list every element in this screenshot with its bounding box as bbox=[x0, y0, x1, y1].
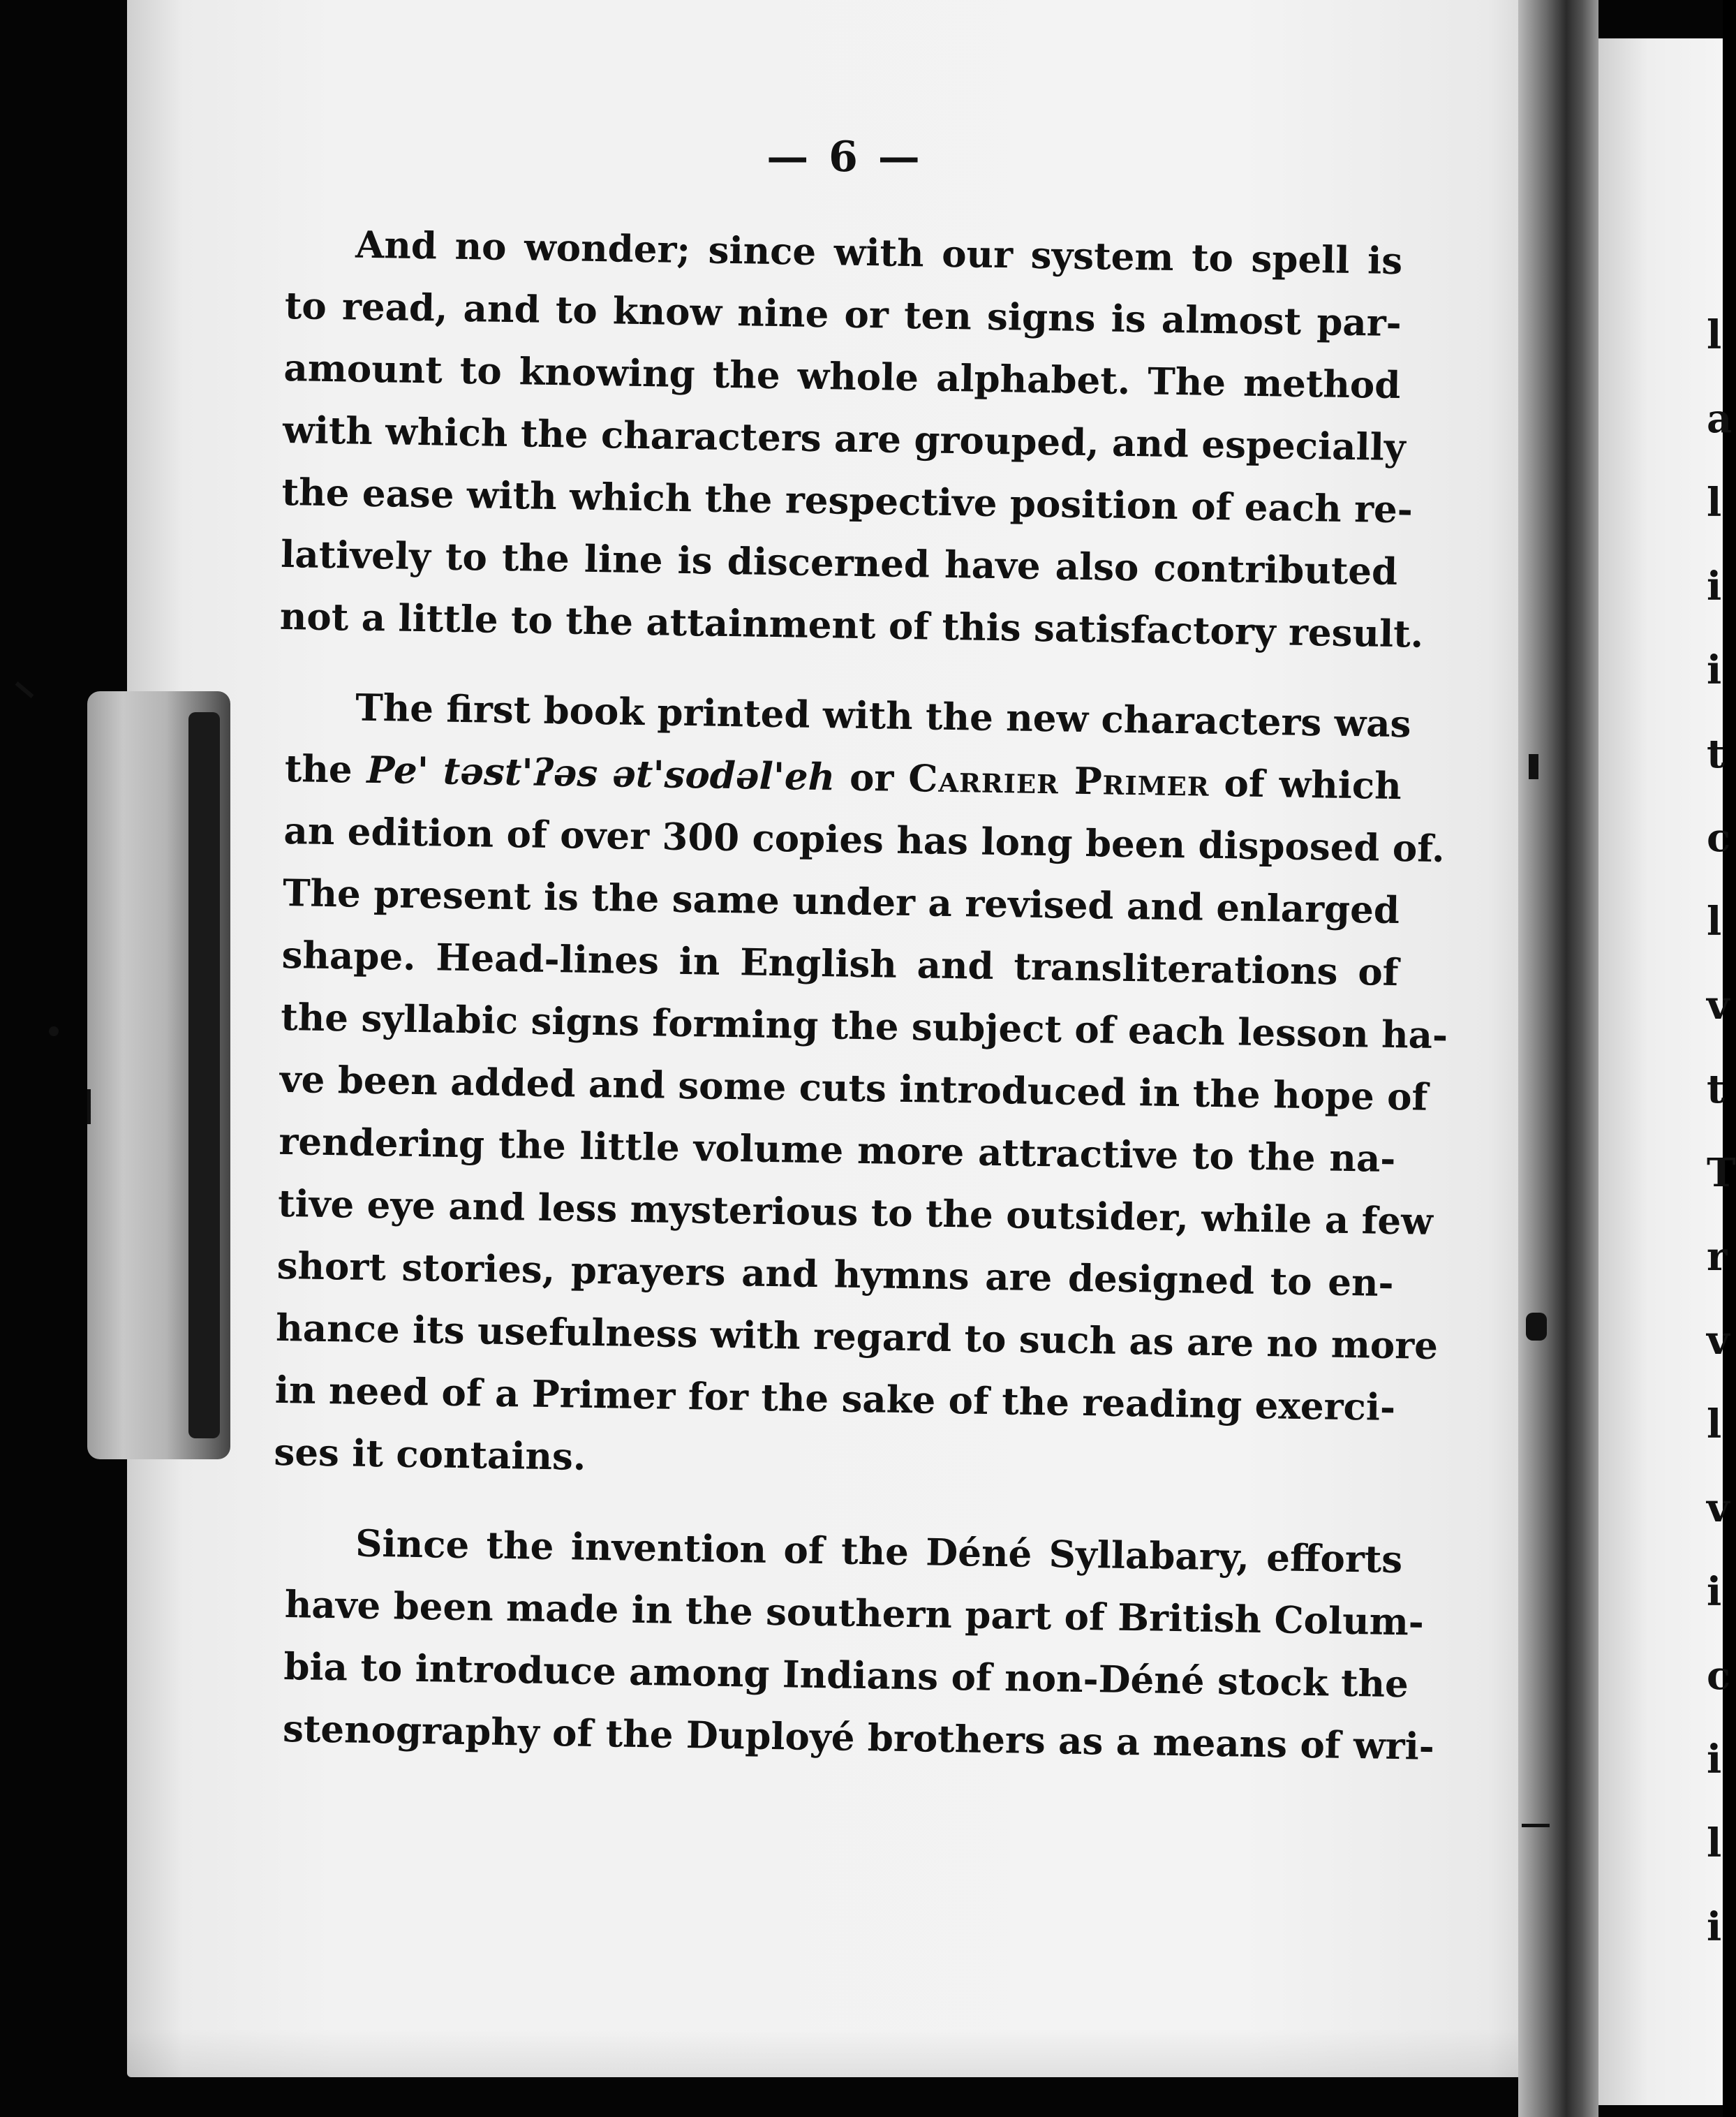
text-line: And no wonder; since with our system to spell is bbox=[355, 223, 1403, 283]
book-gutter bbox=[1518, 0, 1598, 2117]
page-text-block bbox=[274, 133, 1448, 1788]
scan-speck bbox=[49, 1026, 59, 1036]
text-line: ve been added and some cuts introduced in the hope of bbox=[279, 1057, 1428, 1119]
page-bottom-shadow bbox=[127, 2028, 1551, 2077]
gutter-mark bbox=[1526, 1313, 1547, 1341]
text-line: to read, and to know nine or ten signs is almost par- bbox=[284, 283, 1402, 346]
text-line: The present is the same under a revised and enlarged bbox=[282, 871, 1400, 933]
text-line: have been made in the southern part of British Colum- bbox=[284, 1582, 1425, 1644]
text-line: The first book printed with the new characters was bbox=[355, 686, 1411, 746]
paragraph-2 bbox=[274, 676, 1448, 1501]
text-line: latively to the line is discerned have also contributed bbox=[280, 532, 1398, 594]
text-line: hance its usefulness with regard to such as are no more bbox=[275, 1306, 1439, 1369]
facing-page-edge bbox=[1598, 38, 1723, 2105]
text-line: with which the characters are grouped, and especially bbox=[282, 408, 1407, 470]
primer-title-smallcaps: Carrier Primer bbox=[907, 757, 1210, 805]
paragraph-3 bbox=[282, 1512, 1435, 1778]
text-line: rendering the little volume more attractive to the na- bbox=[279, 1119, 1396, 1181]
text-line: Since the invention of the Déné Syllabary, efforts bbox=[355, 1521, 1403, 1582]
gutter-mark bbox=[1529, 754, 1538, 779]
text-line: tive eye and less mysterious to the outsider, while a few bbox=[277, 1181, 1434, 1244]
facing-page-fragment-glyphs: l a l i i t c l v t T r v l v i c i l i bbox=[1707, 312, 1736, 1950]
text-line: an edition of over 300 copies has long been disposed of. bbox=[283, 809, 1446, 871]
text-line: shape. Head-lines in English and transliterations of bbox=[281, 933, 1400, 995]
binding-clip-slot bbox=[188, 712, 220, 1438]
paragraph-1 bbox=[279, 213, 1424, 665]
text-line: in need of a Primer for the sake of the reading exerci- bbox=[274, 1368, 1396, 1430]
page-number: — 6 — bbox=[766, 133, 923, 182]
gutter-mark bbox=[1522, 1824, 1550, 1827]
text-line-with-title: the Pe' təst'ʔəs ət'sodəl'eh or Carrier Primer of which bbox=[284, 746, 1402, 809]
text-line: amount to knowing the whole alphabet. The method bbox=[283, 346, 1401, 408]
text-line: not a little to the attainment of this satisfactory result. bbox=[279, 594, 1424, 656]
scan-speck bbox=[15, 681, 34, 698]
primer-title-italic: Pe' təst'ʔəs ət'sodəl'eh bbox=[366, 748, 836, 799]
text-line: the ease with which the respective position of each re- bbox=[281, 470, 1414, 532]
scan-speck bbox=[87, 1089, 91, 1124]
text-line: ses it contains. bbox=[274, 1430, 586, 1479]
text-line: the syllabic signs forming the subject of each lesson ha- bbox=[280, 995, 1448, 1058]
text-line: short stories, prayers and hymns are designed to en- bbox=[276, 1244, 1395, 1306]
text-line: bia to introduce among Indians of non-Déné stock the bbox=[283, 1644, 1409, 1706]
text-line: stenography of the Duployé brothers as a means of wri- bbox=[282, 1706, 1435, 1769]
